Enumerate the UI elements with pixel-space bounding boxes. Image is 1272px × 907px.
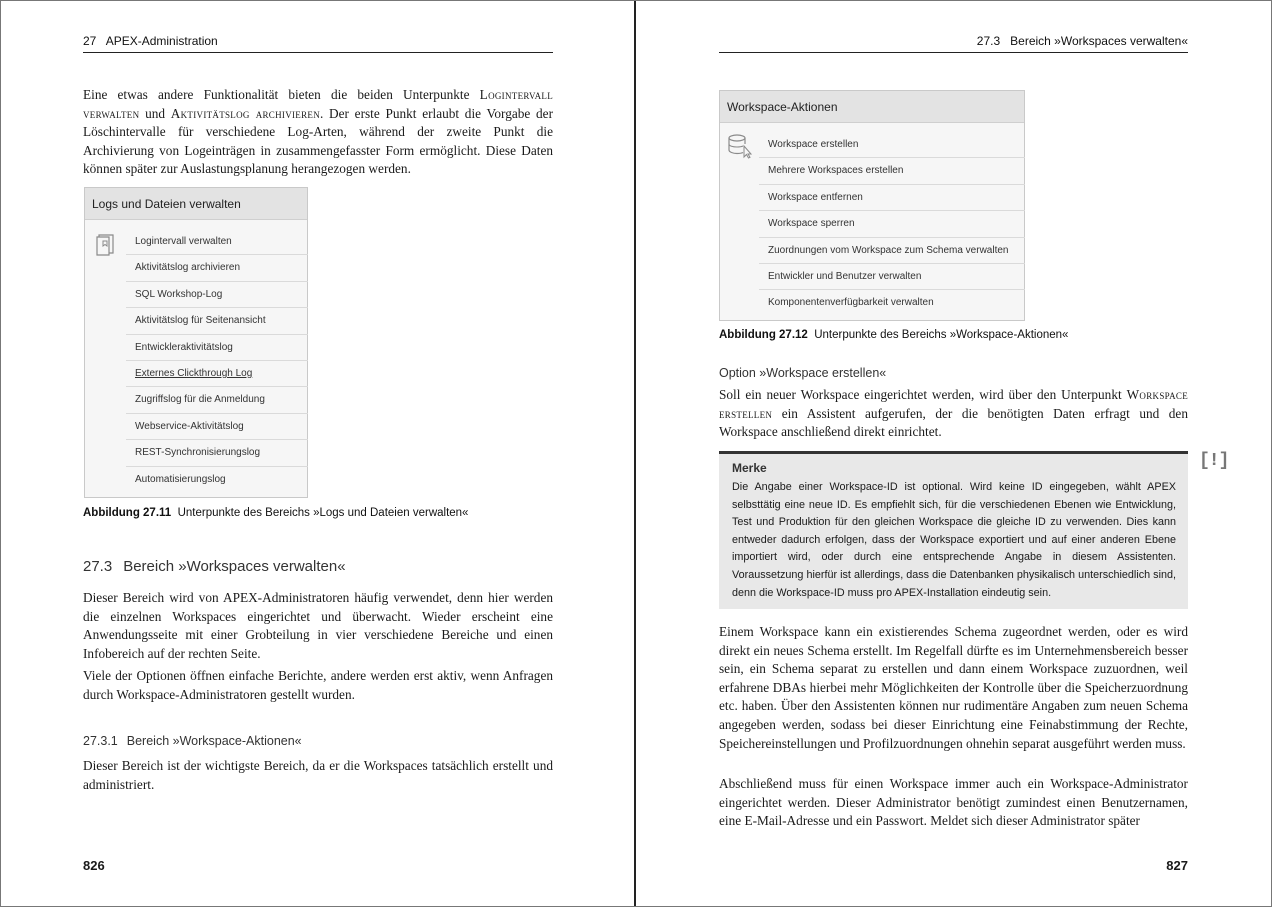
menu-item-sql-workshop-log[interactable]: SQL Workshop-Log bbox=[126, 282, 308, 308]
menu-item-webservice-log[interactable]: Webservice-Aktivitätslog bbox=[126, 414, 308, 440]
section-paragraph-2: Viele der Optionen öffnen einfache Berichte, andere werden erst aktiv, wenn Anfragen durch Workspace-Administratoren gestellt wurden. bbox=[83, 668, 553, 702]
menu-item-logintervall[interactable]: Logintervall verwalten bbox=[126, 229, 308, 255]
panel-header: Logs und Dateien verwalten bbox=[85, 188, 307, 220]
figure-caption-27-11: Abbildung 27.11 Unterpunkte des Bereichs »Logs und Dateien verwalten« bbox=[83, 507, 469, 519]
workspace-menu-list bbox=[759, 132, 1025, 317]
menu-item-workspace-sperren[interactable]: Workspace sperren bbox=[759, 211, 1025, 237]
note-title: Merke bbox=[732, 461, 767, 475]
term-logintervall: Logintervall verwalten bbox=[83, 87, 553, 121]
option-paragraph: Soll ein neuer Workspace eingerichtet werden, wird über den Unterpunkt Workspace erstellen ein Assistent aufgerufen, der die benötigten Daten erfragt und den Workspace anschließend direkt einrichtet. bbox=[719, 387, 1188, 440]
menu-item-rest-sync-log[interactable]: REST-Synchronisierungslog bbox=[126, 440, 308, 466]
note-body: Die Angabe einer Workspace-ID ist optional. Wird keine ID eingegeben, wählt APEX selbsttätig eine neue ID. Es empfiehlt sich, für die verschiedenen Ebenen wie Entwicklung, Test und Produktion für den gleichen Workspace die gleiche ID zu verwenden. Dies kann entweder dadurch erfolgen, dass der Workspace exportiert und auf einer anderen Ebene importiert wird, oder durch eine entsprechende Angabe in diesem Assistenten. Voraussetzung hierfür ist allerdings, dass die Datenbanken physikalisch unterschiedlich sind, denn die Workspace-ID muss pro APEX-Installation eindeutig sein. bbox=[732, 481, 1176, 599]
menu-item-zugriffslog[interactable]: Zugriffslog für die Anmeldung bbox=[126, 387, 308, 413]
header-rule bbox=[83, 52, 553, 53]
menu-item-schema-zuordnungen[interactable]: Zuordnungen vom Workspace zum Schema verwalten bbox=[759, 238, 1025, 264]
running-head: 27.3 Bereich »Workspaces verwalten« bbox=[976, 34, 1188, 48]
header-rule bbox=[719, 52, 1188, 53]
body-paragraph-1: Einem Workspace kann ein existierendes Schema zugeordnet werden, oder es wird direkt ein neues Schema erstellt. Im Regelfall dürfte es im Unternehmensbereich besser sein, ein Schema separat zu erstellen und dann einem Workspace zuzuordnen, weil erfahrene DBAs hierbei mehr Möglichkeiten der Kontrolle über die Speicherzuordnung etc. haben. Über den Assistenten können nur rudimentäre Angaben zum neuen Schema angegeben werden, sodass bei dieser Einrichtung eine Feinabstimmung der Rechte, Speichereinstellungen und Profilzuordnungen ohnehin separat ausgeführt werden muss. bbox=[719, 624, 1188, 751]
intro-paragraph: Eine etwas andere Funktionalität bieten die beiden Unterpunkte Logintervall verwalten und Aktivitätslog archivieren. Der erste Punkt erlaubt die Vorgabe der Löschintervalle für verschiedene Log-Arten, während der zweite Punkt die Archivierung von Logeinträgen in zusammengefasster Form ermöglicht. Diese Daten können später zur Auslastungsplanung herangezogen werden. bbox=[83, 87, 554, 177]
menu-item-aktivitaetslog-archivieren[interactable]: Aktivitätslog archivieren bbox=[126, 255, 308, 281]
figure-logs-panel bbox=[84, 187, 308, 498]
option-heading: Option »Workspace erstellen« bbox=[719, 366, 887, 380]
body-paragraph-2: Abschließend muss für einen Workspace immer auch ein Workspace-Administrator eingerichtet werden. Dieser Administrator benötigt zumindest einen Benutzernamen, eine E-Mail-Adresse und ein Passwort. Meldet sich dieser Administrator später bbox=[719, 776, 1188, 829]
term-workspace-erstellen: Workspace erstellen bbox=[719, 387, 1188, 421]
menu-item-workspace-entfernen[interactable]: Workspace entfernen bbox=[759, 185, 1025, 211]
panel-header: Workspace-Aktionen bbox=[720, 91, 1024, 123]
database-cursor-icon bbox=[727, 133, 753, 164]
menu-item-entwickleraktivitaetslog[interactable]: Entwickleraktivitätslog bbox=[126, 335, 308, 361]
page-number: 826 bbox=[83, 858, 105, 873]
warning-margin-icon: [!] bbox=[1199, 451, 1229, 471]
menu-item-workspace-erstellen[interactable]: Workspace erstellen bbox=[759, 132, 1025, 158]
figure-workspace-panel bbox=[719, 90, 1025, 321]
note-box bbox=[719, 451, 1188, 609]
menu-item-automatisierungslog[interactable]: Automatisierungslog bbox=[135, 473, 226, 485]
page-number: 827 bbox=[1166, 858, 1188, 873]
figure-caption-27-12: Abbildung 27.12 Unterpunkte des Bereichs »Workspace-Aktionen« bbox=[719, 329, 1069, 341]
menu-item-entwickler-benutzer[interactable]: Entwickler und Benutzer verwalten bbox=[759, 264, 1025, 290]
menu-item-mehrere-workspaces[interactable]: Mehrere Workspaces erstellen bbox=[759, 158, 1025, 184]
logs-menu-list bbox=[126, 229, 308, 493]
term-aktivitaetslog: Aktivitätslog archivieren bbox=[170, 105, 321, 121]
section-heading: 27.3 Bereich »Workspaces verwalten« bbox=[83, 558, 346, 575]
menu-item-seitenansicht-log[interactable]: Aktivitätslog für Seitenansicht bbox=[126, 308, 308, 334]
document-icon bbox=[95, 232, 117, 261]
subsection-heading: 27.3.1 Bereich »Workspace-Aktionen« bbox=[83, 734, 302, 748]
menu-item-komponentenverfuegbarkeit[interactable]: Komponentenverfügbarkeit verwalten bbox=[768, 297, 934, 309]
running-head: 27 APEX-Administration bbox=[83, 34, 218, 48]
menu-item-clickthrough-log[interactable]: Externes Clickthrough Log bbox=[126, 361, 308, 387]
section-paragraph-1: Dieser Bereich wird von APEX-Administratoren häufig verwendet, denn hier werden die einzelnen Workspaces eingerichtet und überwacht. Wieder erscheint eine Anwendungsseite mit einer Grobteilung in vier verschiedene Bereiche und einen Infobereich auf der rechten Seite. bbox=[83, 590, 553, 661]
subsection-paragraph: Dieser Bereich ist der wichtigste Bereich, da er die Workspaces tatsächlich erstellt und administriert. bbox=[83, 758, 553, 792]
right-page bbox=[636, 0, 1272, 907]
